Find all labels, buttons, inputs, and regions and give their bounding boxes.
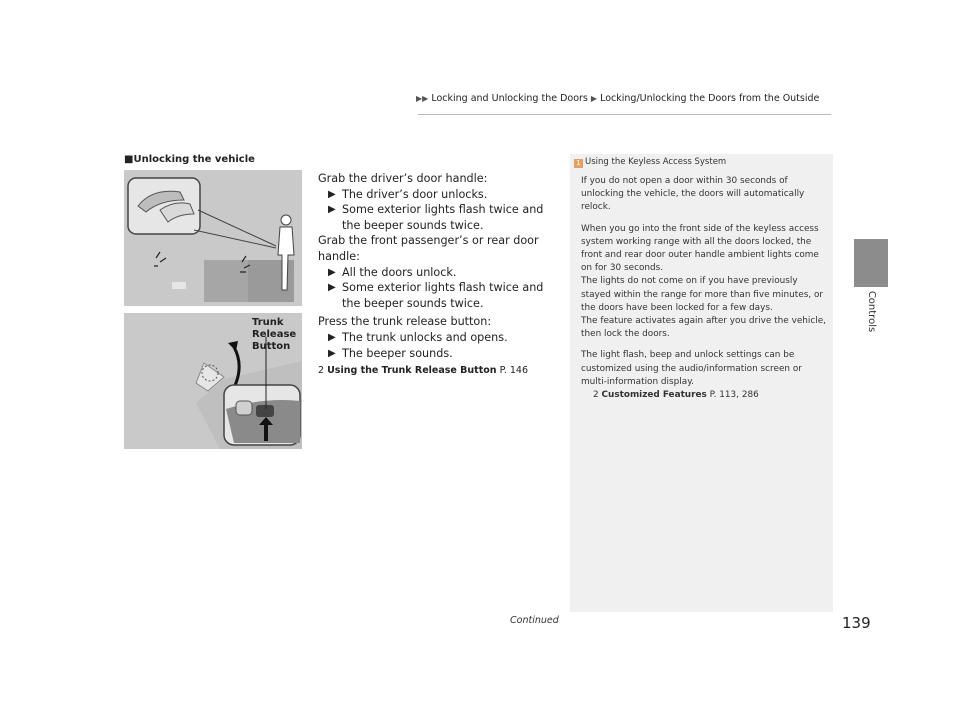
- arrow-right-icon: ▶: [328, 204, 336, 216]
- header-rule: [418, 114, 831, 115]
- triangle-right-icon: ▶▶: [416, 94, 429, 103]
- list-item: ▶ The beeper sounds.: [328, 346, 453, 360]
- list-item: ▶ All the doors unlock.: [328, 265, 457, 279]
- breadcrumb-item[interactable]: Locking/Unlocking the Doors from the Outside: [600, 93, 820, 104]
- door-handle-illustration: [124, 170, 302, 306]
- trunk-instruction: Press the trunk release button:: [318, 315, 492, 329]
- continued-label: Continued: [510, 615, 559, 626]
- cross-reference-link[interactable]: 2 Customized Features P. 113, 286: [593, 390, 759, 401]
- reference-icon: 2: [318, 365, 325, 377]
- arrow-right-icon: ▶: [328, 266, 336, 278]
- note-icon: 1: [574, 159, 583, 168]
- triangle-right-icon: ▶: [590, 94, 598, 103]
- list-item: ▶ The trunk unlocks and opens.: [328, 330, 508, 344]
- arrow-right-icon: ▶: [328, 282, 336, 294]
- passenger-instruction: Grab the front passenger’s or rear door handle:: [318, 234, 539, 263]
- driver-instruction: Grab the driver’s door handle:: [318, 172, 488, 185]
- breadcrumb-item[interactable]: Locking and Unlocking the Doors: [431, 93, 588, 104]
- cross-reference-link[interactable]: 2 Using the Trunk Release Button P. 146: [318, 365, 529, 377]
- section-title: ■Unlocking the vehicle: [124, 154, 255, 165]
- note-heading: 1 Using the Keyless Access System: [574, 157, 726, 168]
- page-number: 139: [842, 614, 871, 632]
- breadcrumb: [416, 93, 819, 104]
- reference-icon: 2: [593, 390, 599, 401]
- arrow-right-icon: ▶: [328, 188, 336, 200]
- chapter-label: Controls: [866, 290, 878, 332]
- list-item: ▶ The driver’s door unlocks.: [328, 187, 488, 201]
- arrow-right-icon: ▶: [328, 347, 336, 359]
- note-text: If you do not open a door within 30 seconds of unlocking the vehicle, the doors will automatically relock. When you go into the front side of the keyless access system working range with all the doors locked, the front and rear door outer handle ambient lights come on for 30 seconds. The lights do not come on if you have previously stayed within the range for more than five minutes, or the doors have been locked for a few days. The feature activates again after you drive the vehicle, then lock the doors. The light flash, beep and unlock settings can be customized using the audio/information screen or multi-information display. 2 Customized Features P. 113, 286: [581, 175, 827, 402]
- list-item: ▶ Some exterior lights flash twice and the beeper sounds twice.: [328, 203, 544, 232]
- list-item: ▶ Some exterior lights flash twice and the beeper sounds twice.: [328, 281, 544, 310]
- arrow-right-icon: ▶: [328, 331, 336, 343]
- chapter-tab: [854, 239, 888, 287]
- body-text: [318, 171, 558, 379]
- trunk-release-callout: Trunk Release Button: [252, 317, 297, 352]
